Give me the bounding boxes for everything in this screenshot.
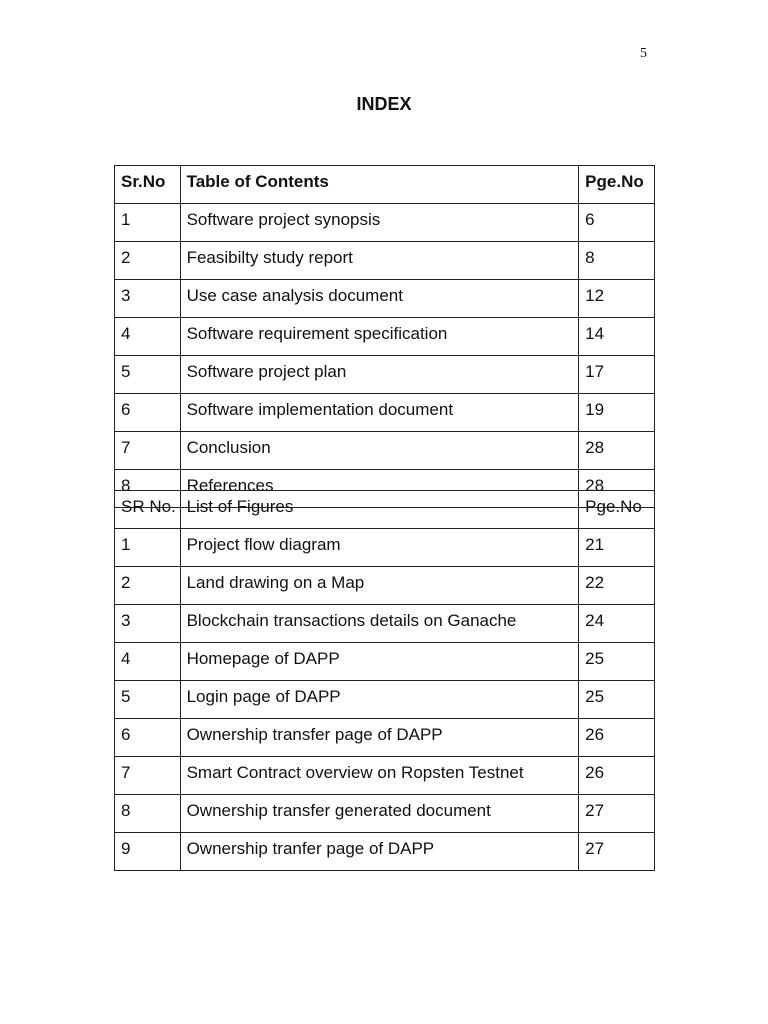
table-row xyxy=(115,567,655,605)
table-of-contents xyxy=(114,165,655,508)
table-row xyxy=(115,719,655,757)
row-sr-no: 4 xyxy=(115,643,181,681)
table-header-row xyxy=(115,166,655,204)
row-sr-no: 2 xyxy=(115,242,181,280)
row-sr-no: 4 xyxy=(115,318,181,356)
header-title: List of Figures xyxy=(180,491,579,529)
row-page-no: 12 xyxy=(579,280,655,318)
header-page-no: Pge.No xyxy=(579,491,655,529)
row-sr-no: 8 xyxy=(115,795,181,833)
table-row xyxy=(115,318,655,356)
row-page-no: 28 xyxy=(579,432,655,470)
header-page-no: Pge.No xyxy=(579,166,655,204)
row-sr-no: 2 xyxy=(115,567,181,605)
table-row xyxy=(115,757,655,795)
row-title: Land drawing on a Map xyxy=(180,567,579,605)
row-page-no: 21 xyxy=(579,529,655,567)
row-title: Conclusion xyxy=(180,432,579,470)
row-title: Software project plan xyxy=(180,356,579,394)
row-title: Software implementation document xyxy=(180,394,579,432)
row-page-no: 27 xyxy=(579,795,655,833)
row-sr-no: 5 xyxy=(115,356,181,394)
row-title: Feasibilty study report xyxy=(180,242,579,280)
row-sr-no: 1 xyxy=(115,204,181,242)
row-page-no: 28 xyxy=(579,470,655,508)
row-sr-no: 1 xyxy=(115,529,181,567)
table-row xyxy=(115,605,655,643)
table-row xyxy=(115,643,655,681)
list-of-figures-table xyxy=(114,490,655,871)
row-title: References xyxy=(180,470,579,508)
row-page-no: 14 xyxy=(579,318,655,356)
row-sr-no: 6 xyxy=(115,719,181,757)
table-row xyxy=(115,681,655,719)
table-row xyxy=(115,242,655,280)
row-sr-no: 7 xyxy=(115,432,181,470)
header-sr-no: SR No. xyxy=(115,491,181,529)
row-title: Software project synopsis xyxy=(180,204,579,242)
table-row xyxy=(115,833,655,871)
row-page-no: 6 xyxy=(579,204,655,242)
row-sr-no: 3 xyxy=(115,280,181,318)
row-page-no: 8 xyxy=(579,242,655,280)
row-page-no: 25 xyxy=(579,681,655,719)
row-page-no: 17 xyxy=(579,356,655,394)
row-sr-no: 6 xyxy=(115,394,181,432)
table-row xyxy=(115,204,655,242)
row-sr-no: 7 xyxy=(115,757,181,795)
row-page-no: 24 xyxy=(579,605,655,643)
row-title: Login page of DAPP xyxy=(180,681,579,719)
table-row xyxy=(115,280,655,318)
row-page-no: 26 xyxy=(579,719,655,757)
table-header-row xyxy=(115,491,655,529)
row-page-no: 27 xyxy=(579,833,655,871)
row-title: Project flow diagram xyxy=(180,529,579,567)
row-title: Smart Contract overview on Ropsten Testnet xyxy=(180,757,579,795)
table-row xyxy=(115,394,655,432)
header-title: Table of Contents xyxy=(180,166,579,204)
row-title: Ownership tranfer page of DAPP xyxy=(180,833,579,871)
header-sr-no: Sr.No xyxy=(115,166,181,204)
row-sr-no: 8 xyxy=(115,470,181,508)
row-title: Ownership transfer generated document xyxy=(180,795,579,833)
row-title: Software requirement specification xyxy=(180,318,579,356)
row-title: Blockchain transactions details on Ganache xyxy=(180,605,579,643)
table-row xyxy=(115,432,655,470)
row-title: Ownership transfer page of DAPP xyxy=(180,719,579,757)
row-title: Use case analysis document xyxy=(180,280,579,318)
row-page-no: 19 xyxy=(579,394,655,432)
row-page-no: 26 xyxy=(579,757,655,795)
table-row xyxy=(115,529,655,567)
table-row xyxy=(115,795,655,833)
row-title: Homepage of DAPP xyxy=(180,643,579,681)
row-page-no: 25 xyxy=(579,643,655,681)
row-sr-no: 3 xyxy=(115,605,181,643)
page-number: 5 xyxy=(640,46,647,61)
page-title: INDEX xyxy=(356,94,412,114)
row-sr-no: 5 xyxy=(115,681,181,719)
table-row xyxy=(115,356,655,394)
row-page-no: 22 xyxy=(579,567,655,605)
row-sr-no: 9 xyxy=(115,833,181,871)
